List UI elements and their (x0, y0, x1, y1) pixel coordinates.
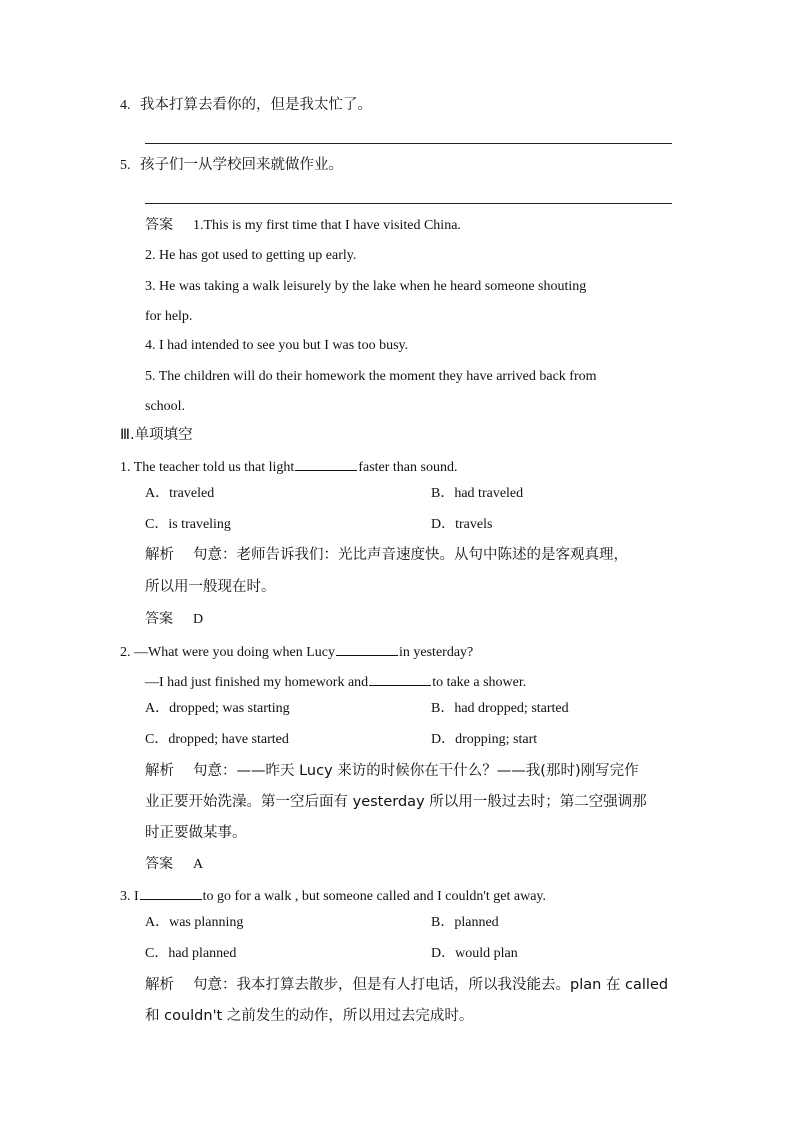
answer-blank (369, 671, 431, 686)
answer-q1 (145, 610, 203, 629)
answer-5: 5. The children will do their homework the moment they have arrived back from (145, 369, 597, 384)
option-a: A．was planning (145, 915, 244, 930)
answer-blank (336, 641, 398, 656)
question-1: 1. The teacher told us that light faster than sound. (120, 456, 457, 477)
answer-line (145, 203, 672, 204)
question-2-reply: —I had just finished my homework and to take a shower. (145, 671, 526, 692)
answer-line (145, 143, 672, 144)
section-title: Ⅲ.单项填空 (120, 427, 193, 443)
option-c: C．dropped; have started (145, 732, 289, 747)
option-b: B．planned (431, 915, 499, 930)
answer-q2 (145, 855, 203, 874)
answer-label: 答案 (145, 217, 173, 233)
answer-5-cont: school. (145, 399, 186, 414)
option-d: D．would plan (431, 946, 518, 961)
answer-1: 答案 1.This is my first time that I have visited China. (145, 217, 461, 233)
option-c: C．is traveling (145, 517, 231, 532)
question-3: 3. I to go for a walk , but someone called and I couldn't get away. (120, 885, 546, 906)
item-number: 4. (120, 98, 131, 113)
answer-value: A (193, 857, 204, 872)
analysis-label: 解析 (145, 977, 174, 993)
option-a: A．dropped; was starting (145, 701, 290, 716)
analysis-3-cont: 和 couldn't 之前发生的动作，所以用过去完成时。 (145, 1008, 474, 1024)
analysis-3: 解析 句意：我本打算去散步，但是有人打电话，所以我没能去。plan 在 called (145, 977, 669, 993)
answer-3-cont: for help. (145, 309, 193, 324)
answer-value: D (193, 612, 204, 627)
answer-label: 答案 (145, 611, 173, 627)
option-c: C．had planned (145, 946, 237, 961)
analysis-1: 解析 句意：老师告诉我们：光比声音速度快。从句中陈述的是客观真理， (145, 547, 628, 563)
analysis-label: 解析 (145, 763, 174, 779)
answer-label: 答案 (145, 856, 173, 872)
analysis-label: 解析 (145, 547, 174, 563)
analysis-2-cont2: 时正要做某事。 (145, 825, 247, 841)
analysis-2: 解析 句意：——昨天 Lucy 来访的时候你在干什么？——我(那时)刚写完作 (145, 763, 639, 779)
item-text: 我本打算去看你的，但是我太忙了。 (140, 97, 372, 113)
answer-4: 4. I had intended to see you but I was too busy. (145, 338, 409, 353)
analysis-1-cont: 所以用一般现在时。 (145, 579, 276, 595)
answer-blank (295, 456, 357, 471)
question-2: 2. —What were you doing when Lucy in yesterday? (120, 641, 473, 662)
item-text: 孩子们一从学校回来就做作业。 (140, 157, 343, 173)
option-b: B．had dropped; started (431, 701, 569, 716)
answer-blank (140, 885, 202, 900)
option-b: B．had traveled (431, 486, 524, 501)
item-number: 5. (120, 158, 131, 173)
option-a: A．traveled (145, 486, 215, 501)
translation-item-4 (120, 96, 372, 115)
analysis-2-cont: 业正要开始洗澡。第一空后面有 yesterday 所以用一般过去时；第二空强调那 (145, 794, 647, 810)
option-d: D．travels (431, 517, 493, 532)
option-d: D．dropping; start (431, 732, 538, 747)
answer-3: 3. He was taking a walk leisurely by the lake when he heard someone shouting (145, 279, 587, 294)
answer-2: 2. He has got used to getting up early. (145, 248, 357, 263)
translation-item-5 (120, 156, 343, 175)
